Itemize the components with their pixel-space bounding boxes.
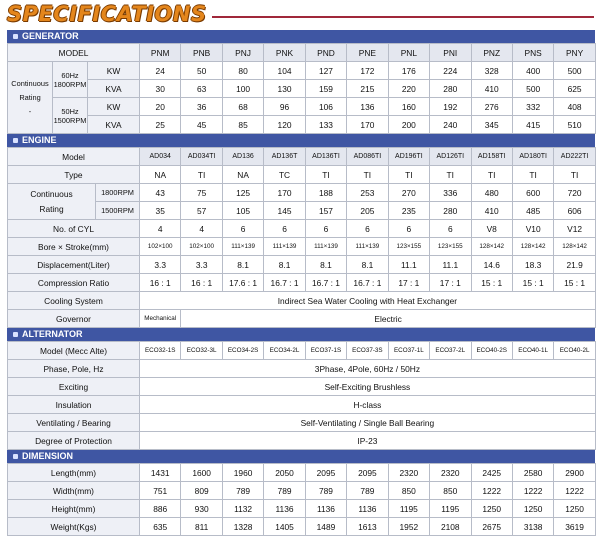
merged-value-cell: 3Phase, 4Pole, 60Hz / 50Hz	[140, 360, 596, 378]
row-label: Phase, Pole, Hz	[8, 360, 140, 378]
value-cell: 485	[512, 202, 553, 220]
value-cell: 1222	[512, 482, 553, 500]
value-cell: 30	[140, 80, 181, 98]
value-cell: 35	[140, 202, 181, 220]
model-cell: AD034	[140, 148, 181, 166]
value-cell: 45	[181, 116, 222, 134]
value-cell: 1136	[347, 500, 388, 518]
row-label: Length(mm)	[8, 464, 140, 482]
engine-governor-row	[8, 310, 596, 328]
model-cell: PNE	[347, 44, 388, 62]
value-cell: 136	[347, 98, 388, 116]
engine-model-row	[8, 148, 596, 166]
value-cell: 1250	[512, 500, 553, 518]
value-cell: 111×139	[222, 238, 263, 256]
value-cell: 57	[181, 202, 222, 220]
model-cell: AD136TI	[305, 148, 346, 166]
value-cell: 270	[388, 184, 429, 202]
alternator-ventilating-row	[8, 414, 596, 432]
speed-line: 50Hz	[61, 106, 79, 116]
value-cell: 235	[388, 202, 429, 220]
value-cell: 1250	[554, 500, 595, 518]
value-cell: TI	[430, 166, 471, 184]
value-cell: 192	[430, 98, 471, 116]
section-title: ENGINE	[22, 135, 57, 145]
value-cell: 789	[264, 482, 305, 500]
value-cell: 160	[388, 98, 429, 116]
value-cell: 145	[264, 202, 305, 220]
value-cell: 17 : 1	[430, 274, 471, 292]
value-cell: 85	[222, 116, 263, 134]
value-cell: 253	[347, 184, 388, 202]
dimension-height-row	[8, 500, 596, 518]
value-cell: 1613	[347, 518, 388, 536]
value-cell: 1600	[181, 464, 222, 482]
value-cell: 20	[140, 98, 181, 116]
engine-cylinders-row	[8, 220, 596, 238]
model-cell: AD158TI	[471, 148, 512, 166]
model-cell: AD136T	[264, 148, 305, 166]
model-cell: ECO37-1L	[388, 342, 429, 360]
row-label: Height(mm)	[8, 500, 140, 518]
value-cell: 8.1	[222, 256, 263, 274]
generator-table	[7, 43, 596, 134]
model-cell: AD034TI	[181, 148, 222, 166]
generator-50hz-kw-row	[8, 98, 596, 116]
section-title: DIMENSION	[22, 451, 74, 461]
value-cell: 11.1	[430, 256, 471, 274]
speed-60hz-label	[53, 62, 88, 98]
value-cell: 105	[222, 202, 263, 220]
value-cell: 102×100	[181, 238, 222, 256]
value-cell: 17.6 : 1	[222, 274, 263, 292]
merged-value-cell: Electric	[181, 310, 595, 328]
speed-line: 1500RPM	[53, 115, 87, 125]
value-cell: 172	[347, 62, 388, 80]
value-cell: 2675	[471, 518, 512, 536]
value-cell: 215	[347, 80, 388, 98]
model-cell: PNS	[512, 44, 553, 62]
rating-group-label	[8, 62, 53, 134]
model-cell: ECO32-3L	[181, 342, 222, 360]
value-cell: V12	[554, 220, 595, 238]
value-cell: 1222	[471, 482, 512, 500]
value-cell: 106	[305, 98, 346, 116]
row-label: Governor	[8, 310, 140, 328]
value-cell: 635	[140, 518, 181, 536]
speed-50hz-label	[53, 98, 88, 134]
value-cell: 128×142	[512, 238, 553, 256]
value-cell: 1960	[222, 464, 263, 482]
rating-group-label	[8, 184, 96, 220]
rating-group-line: Continuous	[11, 78, 49, 88]
value-cell: 11.1	[388, 256, 429, 274]
value-cell: 2425	[471, 464, 512, 482]
value-cell: 410	[471, 202, 512, 220]
value-cell: 280	[430, 202, 471, 220]
value-cell: 1489	[305, 518, 346, 536]
value-cell: 400	[512, 62, 553, 80]
value-cell: 332	[512, 98, 553, 116]
unit-label: KW	[88, 62, 140, 80]
value-cell: 606	[554, 202, 595, 220]
value-cell: 127	[305, 62, 346, 80]
model-cell: AD222TI	[554, 148, 595, 166]
value-cell: 120	[264, 116, 305, 134]
section-header-generator	[7, 30, 595, 43]
value-cell: 276	[471, 98, 512, 116]
alternator-exciting-row	[8, 378, 596, 396]
engine-compression-row	[8, 274, 596, 292]
value-cell: 3.3	[181, 256, 222, 274]
value-cell: 410	[471, 80, 512, 98]
row-label: Width(mm)	[8, 482, 140, 500]
engine-cooling-row	[8, 292, 596, 310]
generator-50hz-kva-row	[8, 116, 596, 134]
model-cell: ECO34-2S	[222, 342, 263, 360]
dimension-table	[7, 463, 596, 536]
title-underline	[212, 16, 594, 18]
value-cell: TI	[388, 166, 429, 184]
value-cell: 133	[305, 116, 346, 134]
value-cell: 6	[388, 220, 429, 238]
value-cell: 15 : 1	[471, 274, 512, 292]
value-cell: 2095	[347, 464, 388, 482]
value-cell: 123×155	[388, 238, 429, 256]
value-cell: 789	[347, 482, 388, 500]
engine-rating-1500-row	[8, 202, 596, 220]
value-cell: 170	[347, 116, 388, 134]
value-cell: 18.3	[512, 256, 553, 274]
row-label: Model (Mecc Alte)	[8, 342, 140, 360]
value-cell: 123×155	[430, 238, 471, 256]
model-cell: PNI	[430, 44, 471, 62]
value-cell: TI	[512, 166, 553, 184]
value-cell: 16 : 1	[140, 274, 181, 292]
value-cell: 2050	[264, 464, 305, 482]
speed-line: 1800RPM	[53, 79, 87, 89]
value-cell: 809	[181, 482, 222, 500]
engine-rating-1800-row	[8, 184, 596, 202]
dimension-length-row	[8, 464, 596, 482]
model-cell: PNZ	[471, 44, 512, 62]
value-cell: 200	[388, 116, 429, 134]
value-cell: 886	[140, 500, 181, 518]
value-cell: 1405	[264, 518, 305, 536]
value-cell: 415	[512, 116, 553, 134]
value-cell: 6	[430, 220, 471, 238]
value-cell: 17 : 1	[388, 274, 429, 292]
value-cell: 16.7 : 1	[347, 274, 388, 292]
value-cell: NA	[222, 166, 263, 184]
value-cell: 205	[347, 202, 388, 220]
value-cell: 850	[388, 482, 429, 500]
value-cell: 43	[140, 184, 181, 202]
dimension-weight-row	[8, 518, 596, 536]
row-label: Insulation	[8, 396, 140, 414]
model-cell: PNJ	[222, 44, 263, 62]
section-header-dimension	[7, 450, 595, 463]
value-cell: 2580	[512, 464, 553, 482]
value-cell: 6	[305, 220, 346, 238]
section-bullet-icon	[13, 332, 18, 337]
value-cell: 336	[430, 184, 471, 202]
value-cell: NA	[140, 166, 181, 184]
value-cell: 1250	[471, 500, 512, 518]
value-cell: 24	[140, 62, 181, 80]
value-cell: 2900	[554, 464, 595, 482]
value-cell: 930	[181, 500, 222, 518]
value-cell: 36	[181, 98, 222, 116]
value-cell: 68	[222, 98, 263, 116]
engine-bore-stroke-row	[8, 238, 596, 256]
value-cell: 1132	[222, 500, 263, 518]
model-cell: ECO32-1S	[140, 342, 181, 360]
alternator-phase-row	[8, 360, 596, 378]
unit-label: KW	[88, 98, 140, 116]
speed-label: 1800RPM	[96, 184, 140, 202]
model-cell: AD136	[222, 148, 263, 166]
model-cell: AD126TI	[430, 148, 471, 166]
value-cell: 751	[140, 482, 181, 500]
value-cell: 6	[264, 220, 305, 238]
model-cell: ECO40-1L	[512, 342, 553, 360]
value-cell: 1222	[554, 482, 595, 500]
value-cell: 6	[347, 220, 388, 238]
value-cell: 80	[222, 62, 263, 80]
value-cell: 128×142	[471, 238, 512, 256]
value-cell: TI	[554, 166, 595, 184]
value-cell: 104	[264, 62, 305, 80]
value-cell: 16.7 : 1	[305, 274, 346, 292]
value-cell: Mechanical	[140, 310, 181, 328]
value-cell: 21.9	[554, 256, 595, 274]
value-cell: 14.6	[471, 256, 512, 274]
value-cell: 6	[222, 220, 263, 238]
value-cell: 1952	[388, 518, 429, 536]
value-cell: 408	[554, 98, 595, 116]
value-cell: TI	[347, 166, 388, 184]
value-cell: 1195	[430, 500, 471, 518]
value-cell: 25	[140, 116, 181, 134]
title-bar	[0, 0, 600, 30]
unit-label: KVA	[88, 116, 140, 134]
section-bullet-icon	[13, 34, 18, 39]
page-title: SPECIFICATIONS	[7, 2, 207, 26]
value-cell: 50	[181, 62, 222, 80]
value-cell: 811	[181, 518, 222, 536]
row-label: Ventilating / Bearing	[8, 414, 140, 432]
merged-value-cell: IP-23	[140, 432, 596, 450]
value-cell: TI	[305, 166, 346, 184]
rating-group-line: Rating	[19, 92, 41, 102]
row-label: Bore × Stroke(mm)	[8, 238, 140, 256]
value-cell: 1431	[140, 464, 181, 482]
value-cell: 600	[512, 184, 553, 202]
section-header-alternator	[7, 328, 595, 341]
row-label: Cooling System	[8, 292, 140, 310]
model-cell: AD196TI	[388, 148, 429, 166]
value-cell: TI	[471, 166, 512, 184]
value-cell: 220	[388, 80, 429, 98]
value-cell: 500	[554, 62, 595, 80]
row-label: Displacement(Liter)	[8, 256, 140, 274]
generator-60hz-kva-row	[8, 80, 596, 98]
model-cell: ECO37-3S	[347, 342, 388, 360]
value-cell: 2320	[430, 464, 471, 482]
value-cell: V8	[471, 220, 512, 238]
value-cell: 328	[471, 62, 512, 80]
value-cell: 176	[388, 62, 429, 80]
value-cell: TI	[181, 166, 222, 184]
section-header-engine	[7, 134, 595, 147]
value-cell: 63	[181, 80, 222, 98]
model-cell: PNL	[388, 44, 429, 62]
value-cell: 111×139	[305, 238, 346, 256]
value-cell: 3619	[554, 518, 595, 536]
value-cell: 224	[430, 62, 471, 80]
merged-value-cell: Indirect Sea Water Cooling with Heat Exchanger	[140, 292, 596, 310]
merged-value-cell: H-class	[140, 396, 596, 414]
value-cell: 1328	[222, 518, 263, 536]
value-cell: 1136	[264, 500, 305, 518]
value-cell: 3.3	[140, 256, 181, 274]
value-cell: 625	[554, 80, 595, 98]
value-cell: 510	[554, 116, 595, 134]
generator-60hz-kw-row	[8, 62, 596, 80]
value-cell: 280	[430, 80, 471, 98]
value-cell: 130	[264, 80, 305, 98]
value-cell: 75	[181, 184, 222, 202]
row-label: Weight(Kgs)	[8, 518, 140, 536]
rating-group-line: Continuous	[30, 188, 73, 199]
engine-table	[7, 147, 596, 328]
unit-label: KVA	[88, 80, 140, 98]
generator-model-row	[8, 44, 596, 62]
model-cell: PNB	[181, 44, 222, 62]
engine-type-row	[8, 166, 596, 184]
value-cell: 15 : 1	[512, 274, 553, 292]
row-label: Degree of Protection	[8, 432, 140, 450]
value-cell: 157	[305, 202, 346, 220]
row-label: MODEL	[8, 44, 140, 62]
value-cell: TC	[264, 166, 305, 184]
value-cell: 16.7 : 1	[264, 274, 305, 292]
row-label: Exciting	[8, 378, 140, 396]
value-cell: 128×142	[554, 238, 595, 256]
merged-value-cell: Self-Exciting Brushless	[140, 378, 596, 396]
model-cell: ECO40-2L	[554, 342, 595, 360]
value-cell: 188	[305, 184, 346, 202]
model-cell: PND	[305, 44, 346, 62]
value-cell: 345	[471, 116, 512, 134]
value-cell: 2320	[388, 464, 429, 482]
value-cell: 789	[222, 482, 263, 500]
engine-displacement-row	[8, 256, 596, 274]
dimension-width-row	[8, 482, 596, 500]
rating-group-line: -	[28, 106, 32, 116]
speed-label: 1500RPM	[96, 202, 140, 220]
value-cell: 1136	[305, 500, 346, 518]
value-cell: 480	[471, 184, 512, 202]
model-cell: ECO40-2S	[471, 342, 512, 360]
value-cell: 102×100	[140, 238, 181, 256]
section-title: ALTERNATOR	[22, 329, 83, 339]
section-bullet-icon	[13, 138, 18, 143]
model-cell: AD086TI	[347, 148, 388, 166]
value-cell: 170	[264, 184, 305, 202]
value-cell: 2095	[305, 464, 346, 482]
value-cell: 789	[305, 482, 346, 500]
speed-line: 60Hz	[61, 70, 79, 80]
value-cell: 2108	[430, 518, 471, 536]
alternator-protection-row	[8, 432, 596, 450]
value-cell: 159	[305, 80, 346, 98]
model-cell: PNK	[264, 44, 305, 62]
row-label: Type	[8, 166, 140, 184]
value-cell: 8.1	[347, 256, 388, 274]
value-cell: 125	[222, 184, 263, 202]
model-cell: PNY	[554, 44, 595, 62]
row-label: Compression Ratio	[8, 274, 140, 292]
value-cell: 111×139	[347, 238, 388, 256]
merged-value-cell: Self-Ventilating / Single Ball Bearing	[140, 414, 596, 432]
value-cell: 96	[264, 98, 305, 116]
model-cell: AD180TI	[512, 148, 553, 166]
value-cell: 1195	[388, 500, 429, 518]
alternator-insulation-row	[8, 396, 596, 414]
value-cell: 3138	[512, 518, 553, 536]
model-cell: ECO34-2L	[264, 342, 305, 360]
value-cell: V10	[512, 220, 553, 238]
model-cell: PNM	[140, 44, 181, 62]
alternator-table	[7, 341, 596, 450]
value-cell: 720	[554, 184, 595, 202]
row-label: Model	[8, 148, 140, 166]
value-cell: 4	[140, 220, 181, 238]
value-cell: 15 : 1	[554, 274, 595, 292]
value-cell: 240	[430, 116, 471, 134]
value-cell: 500	[512, 80, 553, 98]
row-label: No. of CYL	[8, 220, 140, 238]
model-cell: ECO37-2L	[430, 342, 471, 360]
value-cell: 100	[222, 80, 263, 98]
value-cell: 16 : 1	[181, 274, 222, 292]
value-cell: 8.1	[264, 256, 305, 274]
section-bullet-icon	[13, 454, 18, 459]
rating-group-line: Rating	[39, 203, 64, 214]
alternator-model-row	[8, 342, 596, 360]
value-cell: 4	[181, 220, 222, 238]
section-title: GENERATOR	[22, 31, 79, 41]
value-cell: 8.1	[305, 256, 346, 274]
value-cell: 850	[430, 482, 471, 500]
value-cell: 111×139	[264, 238, 305, 256]
model-cell: ECO37-1S	[305, 342, 346, 360]
